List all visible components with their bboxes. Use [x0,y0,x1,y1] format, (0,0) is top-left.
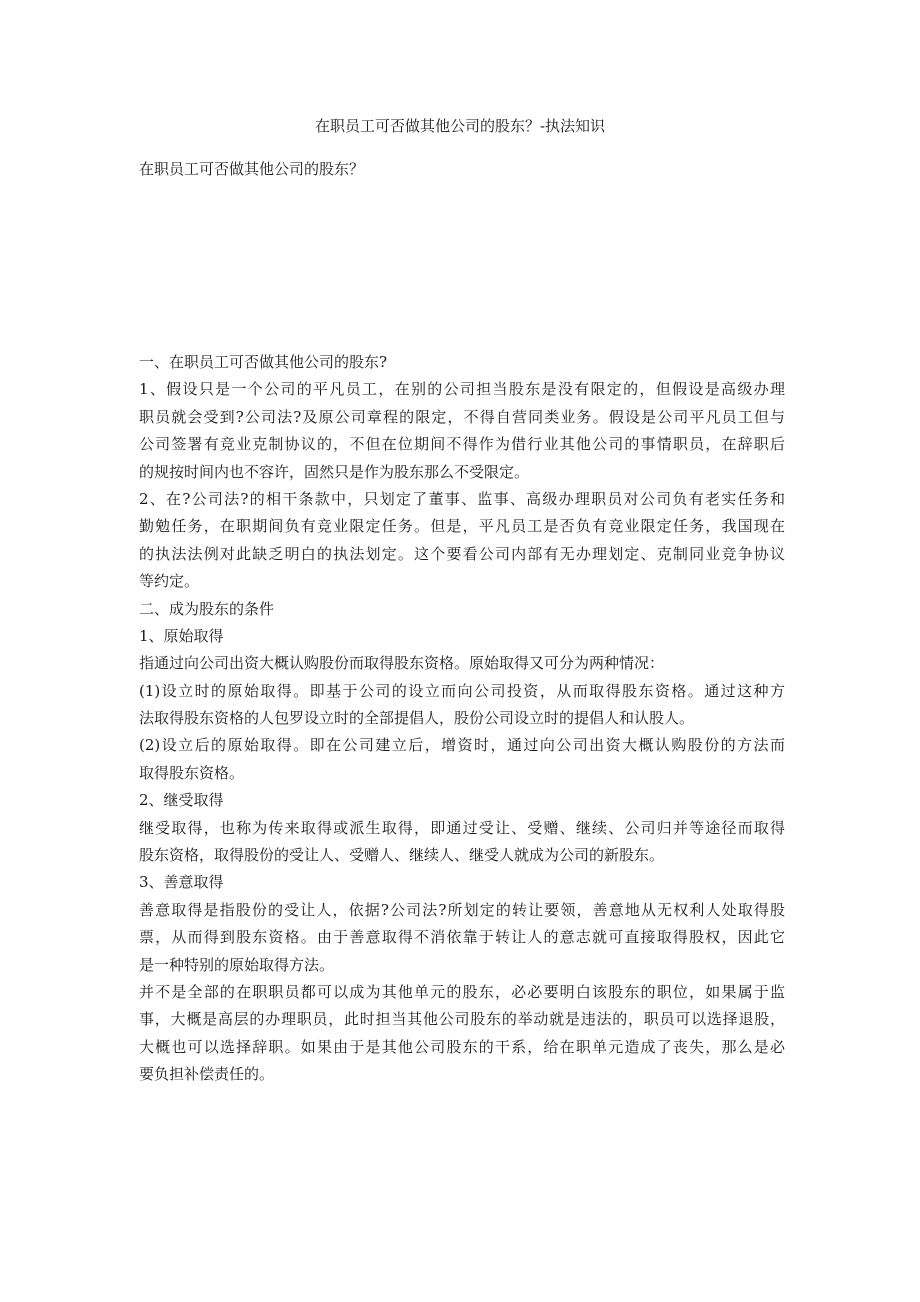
body-text-line: 善意取得是指股份的受让人，依据?公司法?所划定的转让要领，善意地从无权利人处取得股 [139,900,785,919]
body-text-line: 股东资格，取得股份的受让人、受赠人、继续人、继受人就成为公司的新股东。 [139,846,665,865]
body-text-line: 2、继受取得 [139,791,224,810]
body-text-line: 等约定。 [139,572,200,591]
body-text-line: 一、在职员工可否做其他公司的股东? [139,353,388,371]
body-text-line: 法取得股东资格的人包罗设立时的全部提倡人，股份公司设立时的提倡人和认股人。 [139,709,695,728]
body-text-line: 并不是全部的在职职员都可以成为其他单元的股东，必必要明白该股东的职位，如果属于监 [139,982,785,1001]
body-text-line: 的执法法例对此缺乏明白的执法划定。这个要看公司内部有无办理划定、克制同业竞争协议 [139,544,785,563]
body-text-line: 勤勉任务，在职期间负有竞业限定任务。但是，平凡员工是否负有竞业限定任务，我国现在 [139,517,785,536]
body-text-line: 要负担补偿责任的。 [139,1065,275,1084]
body-text-line: 指通过向公司出资大概认购股份而取得股东资格。原始取得又可分为两种情况： [139,654,665,673]
body-text-line: 的规按时间内也不容许，固然只是作为股东那么不受限定。 [139,462,530,481]
body-text-line: 职员就会受到?公司法?及原公司章程的限定，不得自营同类业务。假设是公司平凡员工但与 [139,407,785,426]
body-text-line: 公司签署有竞业克制协议的，不但在位期间不得作为借行业其他公司的事情职员，在辞职后 [139,435,785,454]
body-text-line: 2、在?公司法?的相干条款中，只划定了董事、监事、高级办理职员对公司负有老实任务和 [139,489,785,508]
body-text-line: 取得股东资格。 [139,763,245,782]
body-text-line: 是一种特别的原始取得方法。 [139,955,335,974]
document-title: 在职员工可否做其他公司的股东？-执法知识 [314,117,606,135]
body-text-line: 1、原始取得 [139,626,224,645]
body-text-line: 继受取得，也称为传来取得或派生取得，即通过受让、受赠、继续、公司归并等途径而取得 [139,818,785,837]
body-text-line: 1、假设只是一个公司的平凡员工，在别的公司担当股东是没有限定的，但假设是高级办理 [139,380,785,399]
body-text-line: 二、成为股东的条件 [139,599,275,618]
body-text-line: 3、善意取得 [139,873,224,892]
body-text-line: 事，大概是高层的办理职员，此时担当其他公司股东的举动就是违法的，职员可以选择退股， [139,1010,785,1029]
document-subtitle: 在职员工可否做其他公司的股东？ [139,160,365,178]
body-text-line: (1)设立时的原始取得。即基于公司的设立而向公司投资，从而取得股东资格。通过这种方 [139,681,785,700]
body-text-line: 票，从而得到股东资格。由于善意取得不消依靠于转让人的意志就可直接取得股权，因此它 [139,928,785,947]
body-text-line: 大概也可以选择辞职。如果由于是其他公司股东的干系，给在职单元造成了丧失，那么是必 [139,1037,785,1056]
body-text-line: (2)设立后的原始取得。即在公司建立后，增资时，通过向公司出资大概认购股份的方法而 [139,736,785,755]
document-body [139,349,785,1089]
